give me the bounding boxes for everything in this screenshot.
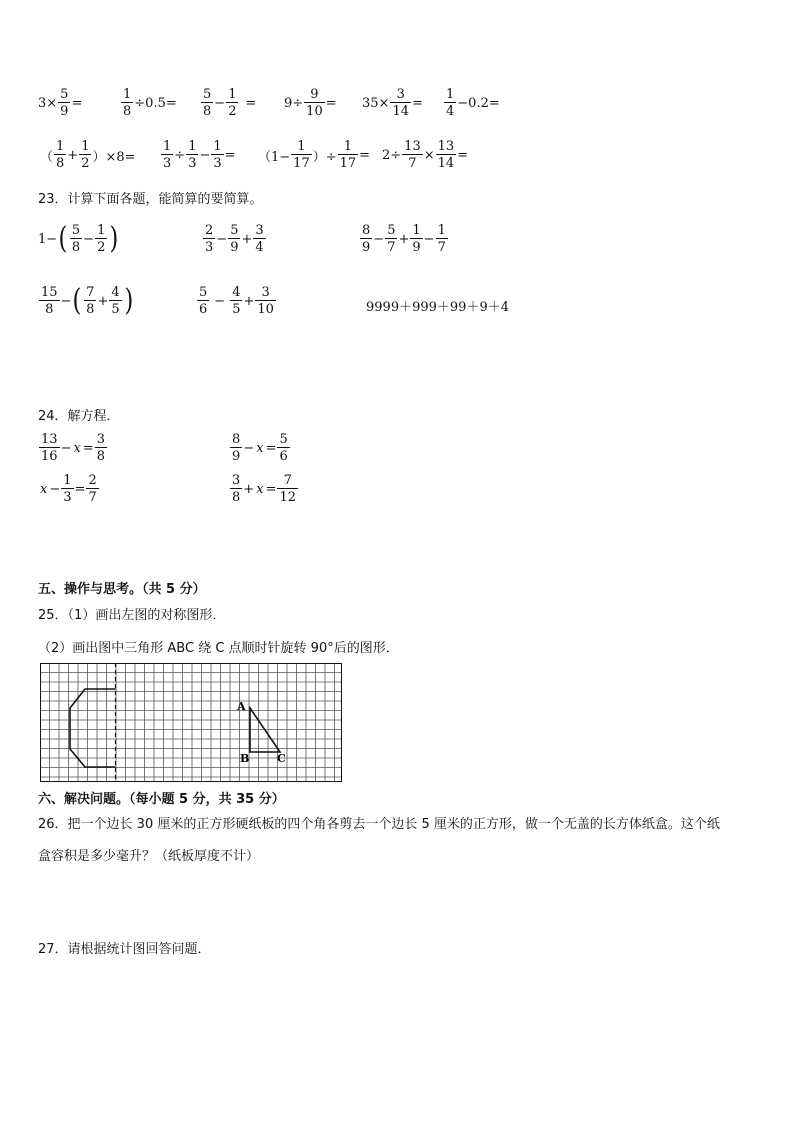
denominator: 2 xyxy=(81,156,90,171)
paren-close: ) xyxy=(109,221,119,256)
numerator: 1 xyxy=(412,223,421,238)
fraction xyxy=(304,88,325,118)
expr-r2-2 xyxy=(160,140,236,170)
denominator: 17 xyxy=(339,156,357,171)
operator: + xyxy=(67,147,79,163)
numerator: 15 xyxy=(41,285,58,300)
operator: − xyxy=(243,440,255,456)
numerator: 13 xyxy=(404,139,421,154)
denominator: 8 xyxy=(71,240,81,255)
q27-text: 27．请根据统计图回答问题． xyxy=(38,942,211,957)
numerator: 1 xyxy=(446,87,455,102)
numerator: 4 xyxy=(111,285,120,300)
text: = xyxy=(411,95,423,111)
fraction xyxy=(277,474,298,504)
denominator: 9 xyxy=(362,240,371,255)
expr-r2-1 xyxy=(40,140,136,170)
numerator: 5 xyxy=(279,432,288,447)
operator: − xyxy=(60,440,72,456)
fraction xyxy=(436,224,448,254)
numerator: 13 xyxy=(41,432,58,447)
q23-expr-f: 9999＋999＋99＋9＋4 xyxy=(366,300,509,315)
numerator: 5 xyxy=(387,223,396,238)
fraction xyxy=(61,474,73,504)
operator: + xyxy=(398,231,410,247)
operator: − xyxy=(216,231,228,247)
operator: − xyxy=(83,231,95,247)
numerator: 9 xyxy=(310,87,319,102)
text: = xyxy=(71,95,83,111)
numerator: 1 xyxy=(97,223,106,238)
q26-line1: 26．把一个边长 30 厘米的正方形硬纸板的四个角各剪去一个边长 5 厘米的正方形，做一个无盖的长方体纸盒。这个纸 xyxy=(38,817,720,832)
denominator: 2 xyxy=(97,240,106,255)
text: 9÷ xyxy=(284,95,304,111)
fraction xyxy=(230,286,242,316)
fraction xyxy=(70,224,82,254)
denominator: 6 xyxy=(199,302,208,317)
fraction xyxy=(95,224,107,254)
numerator: 3 xyxy=(396,87,405,102)
numerator: 8 xyxy=(232,432,241,447)
fraction xyxy=(291,140,312,170)
numerator: 13 xyxy=(437,139,455,154)
operator: + xyxy=(243,481,255,497)
numerator: 1 xyxy=(188,139,197,154)
grid-figure xyxy=(40,663,342,783)
numerator: 5 xyxy=(203,87,212,102)
text: （ xyxy=(40,149,54,165)
denominator: 6 xyxy=(279,449,288,464)
numerator: 8 xyxy=(362,223,371,238)
fraction xyxy=(211,140,223,170)
fraction xyxy=(58,88,70,118)
text: = xyxy=(325,95,337,111)
denominator: 5 xyxy=(232,302,241,317)
numerator: 2 xyxy=(205,223,214,238)
denominator: 9 xyxy=(60,104,69,119)
numerator: 7 xyxy=(283,473,292,488)
text: 35× xyxy=(362,95,390,111)
operator: + xyxy=(97,293,109,309)
denominator: 14 xyxy=(437,156,455,171)
denominator: 4 xyxy=(255,240,264,255)
variable: x xyxy=(256,481,264,497)
denominator: 8 xyxy=(56,156,65,171)
expr-r1-4 xyxy=(284,88,337,118)
paren-open: ( xyxy=(72,283,82,318)
q23-expr-d xyxy=(38,283,134,318)
operator: − xyxy=(199,147,211,163)
denominator: 2 xyxy=(228,104,237,119)
fraction xyxy=(410,224,422,254)
fraction xyxy=(161,140,173,170)
numerator: 3 xyxy=(96,432,105,447)
q24-eq-d xyxy=(229,474,299,504)
q25-part2: （2）画出图中三角形 ABC 绕 C 点顺时针旋转 90°后的图形． xyxy=(38,641,399,656)
q24-eq-c xyxy=(38,474,100,504)
expr-r1-3 xyxy=(200,88,256,118)
numerator: 4 xyxy=(232,285,241,300)
denominator: 7 xyxy=(387,240,396,255)
denominator: 7 xyxy=(88,490,97,505)
denominator: 8 xyxy=(86,302,95,317)
fraction xyxy=(402,140,423,170)
fraction xyxy=(226,88,238,118)
section-6-heading: 六、解决问题。（每小题 5 分，共 35 分） xyxy=(38,792,285,807)
fraction xyxy=(54,140,66,170)
operator: − xyxy=(373,231,385,247)
fraction xyxy=(39,286,60,316)
expr-r1-6 xyxy=(443,88,500,118)
q23-expr-e xyxy=(196,286,277,316)
fraction xyxy=(253,224,265,254)
variable: x xyxy=(256,440,264,456)
fraction xyxy=(95,433,107,463)
q26-line2: 盒容积是多少毫升？（纸板厚度不计） xyxy=(38,849,260,864)
text: 2÷ xyxy=(382,147,402,163)
operator: − xyxy=(60,293,72,309)
denominator: 8 xyxy=(123,104,132,119)
numerator: 3 xyxy=(232,473,241,488)
paren-open: ( xyxy=(58,221,68,256)
label-b: B xyxy=(240,752,250,765)
q24-title: 24．解方程． xyxy=(38,409,120,424)
denominator: 3 xyxy=(63,490,72,505)
expr-r1-2 xyxy=(120,88,177,118)
q24-eq-a xyxy=(38,433,108,463)
numerator: 7 xyxy=(86,285,95,300)
expr-r1-1 xyxy=(38,88,82,118)
operator: − xyxy=(214,95,226,111)
denominator: 4 xyxy=(446,104,455,119)
denominator: 17 xyxy=(293,156,310,171)
numerator: 5 xyxy=(71,223,81,238)
fraction xyxy=(230,433,242,463)
fraction xyxy=(230,474,242,504)
numerator: 1 xyxy=(297,139,306,154)
fraction xyxy=(360,224,372,254)
fraction xyxy=(197,286,209,316)
q23-expr-b xyxy=(202,224,267,254)
fraction xyxy=(255,286,276,316)
numerator: 1 xyxy=(123,87,132,102)
numerator: 2 xyxy=(88,473,97,488)
fraction xyxy=(109,286,121,316)
fraction xyxy=(201,88,213,118)
q23-expr-c xyxy=(359,224,449,254)
fraction xyxy=(390,88,411,118)
text: ）×8= xyxy=(92,149,136,165)
numerator: 5 xyxy=(199,285,208,300)
triangle-abc xyxy=(250,708,280,752)
equals: = xyxy=(265,440,277,456)
denominator: 10 xyxy=(257,302,274,317)
denominator: 9 xyxy=(230,240,239,255)
text: = xyxy=(457,147,469,163)
equals: = xyxy=(74,481,86,497)
q25-part1: 25．（1）画出左图的对称图形． xyxy=(38,608,226,623)
numerator: 5 xyxy=(60,87,69,102)
fraction xyxy=(203,224,215,254)
numerator: 1 xyxy=(228,87,237,102)
denominator: 5 xyxy=(111,302,120,317)
q23-expr-a xyxy=(38,221,120,256)
operator: − xyxy=(214,293,226,309)
fraction xyxy=(84,286,96,316)
fraction xyxy=(121,88,133,118)
text: ）÷ xyxy=(312,149,337,165)
operator: + xyxy=(243,293,255,309)
fraction xyxy=(39,433,60,463)
denominator: 8 xyxy=(203,104,212,119)
text: 1− xyxy=(38,231,58,247)
fraction xyxy=(338,140,359,170)
equals: = xyxy=(265,481,277,497)
operator: − xyxy=(423,231,435,247)
text: = xyxy=(245,95,257,111)
text: −0.2= xyxy=(457,95,500,111)
denominator: 8 xyxy=(96,449,105,464)
numerator: 3 xyxy=(261,285,270,300)
numerator: 5 xyxy=(230,223,239,238)
text: = xyxy=(224,147,236,163)
numerator: 3 xyxy=(255,223,264,238)
fraction xyxy=(436,140,457,170)
fraction xyxy=(228,224,240,254)
paren-close: ) xyxy=(124,283,133,318)
denominator: 8 xyxy=(45,302,54,317)
q23-title: 23．计算下面各题，能简算的要简算。 xyxy=(38,192,263,207)
denominator: 9 xyxy=(232,449,241,464)
denominator: 3 xyxy=(213,156,222,171)
fraction xyxy=(86,474,98,504)
numerator: 1 xyxy=(56,139,65,154)
denominator: 8 xyxy=(232,490,241,505)
equals: = xyxy=(82,440,94,456)
expr-r2-3 xyxy=(258,140,370,170)
operator: × xyxy=(423,147,435,163)
denominator: 12 xyxy=(279,490,296,505)
operator: ÷ xyxy=(174,147,186,163)
label-c: C xyxy=(277,752,286,765)
denominator: 16 xyxy=(41,449,58,464)
fraction xyxy=(385,224,397,254)
variable: x xyxy=(73,440,81,456)
expr-r2-4 xyxy=(382,140,468,170)
operator: + xyxy=(241,231,253,247)
variable: x xyxy=(40,481,48,497)
text: （1− xyxy=(258,149,291,165)
operator: − xyxy=(49,481,61,497)
label-a: A xyxy=(237,700,246,713)
denominator: 14 xyxy=(392,104,409,119)
numerator: 1 xyxy=(63,473,72,488)
text: = xyxy=(359,147,371,163)
fraction xyxy=(186,140,198,170)
denominator: 10 xyxy=(306,104,323,119)
text: ÷0.5= xyxy=(134,95,177,111)
expr-r1-5 xyxy=(362,88,423,118)
numerator: 1 xyxy=(437,223,446,238)
denominator: 7 xyxy=(437,240,446,255)
q24-eq-b xyxy=(229,433,291,463)
denominator: 3 xyxy=(163,156,172,171)
numerator: 1 xyxy=(163,139,172,154)
text: 3× xyxy=(38,95,58,111)
denominator: 9 xyxy=(412,240,421,255)
denominator: 7 xyxy=(408,156,417,171)
numerator: 1 xyxy=(81,139,90,154)
numerator: 1 xyxy=(343,139,353,154)
numerator: 1 xyxy=(213,139,222,154)
section-5-heading: 五、操作与思考。（共 5 分） xyxy=(38,582,206,597)
fraction xyxy=(277,433,289,463)
fraction xyxy=(444,88,456,118)
denominator: 3 xyxy=(188,156,197,171)
fraction xyxy=(79,140,91,170)
denominator: 3 xyxy=(205,240,214,255)
